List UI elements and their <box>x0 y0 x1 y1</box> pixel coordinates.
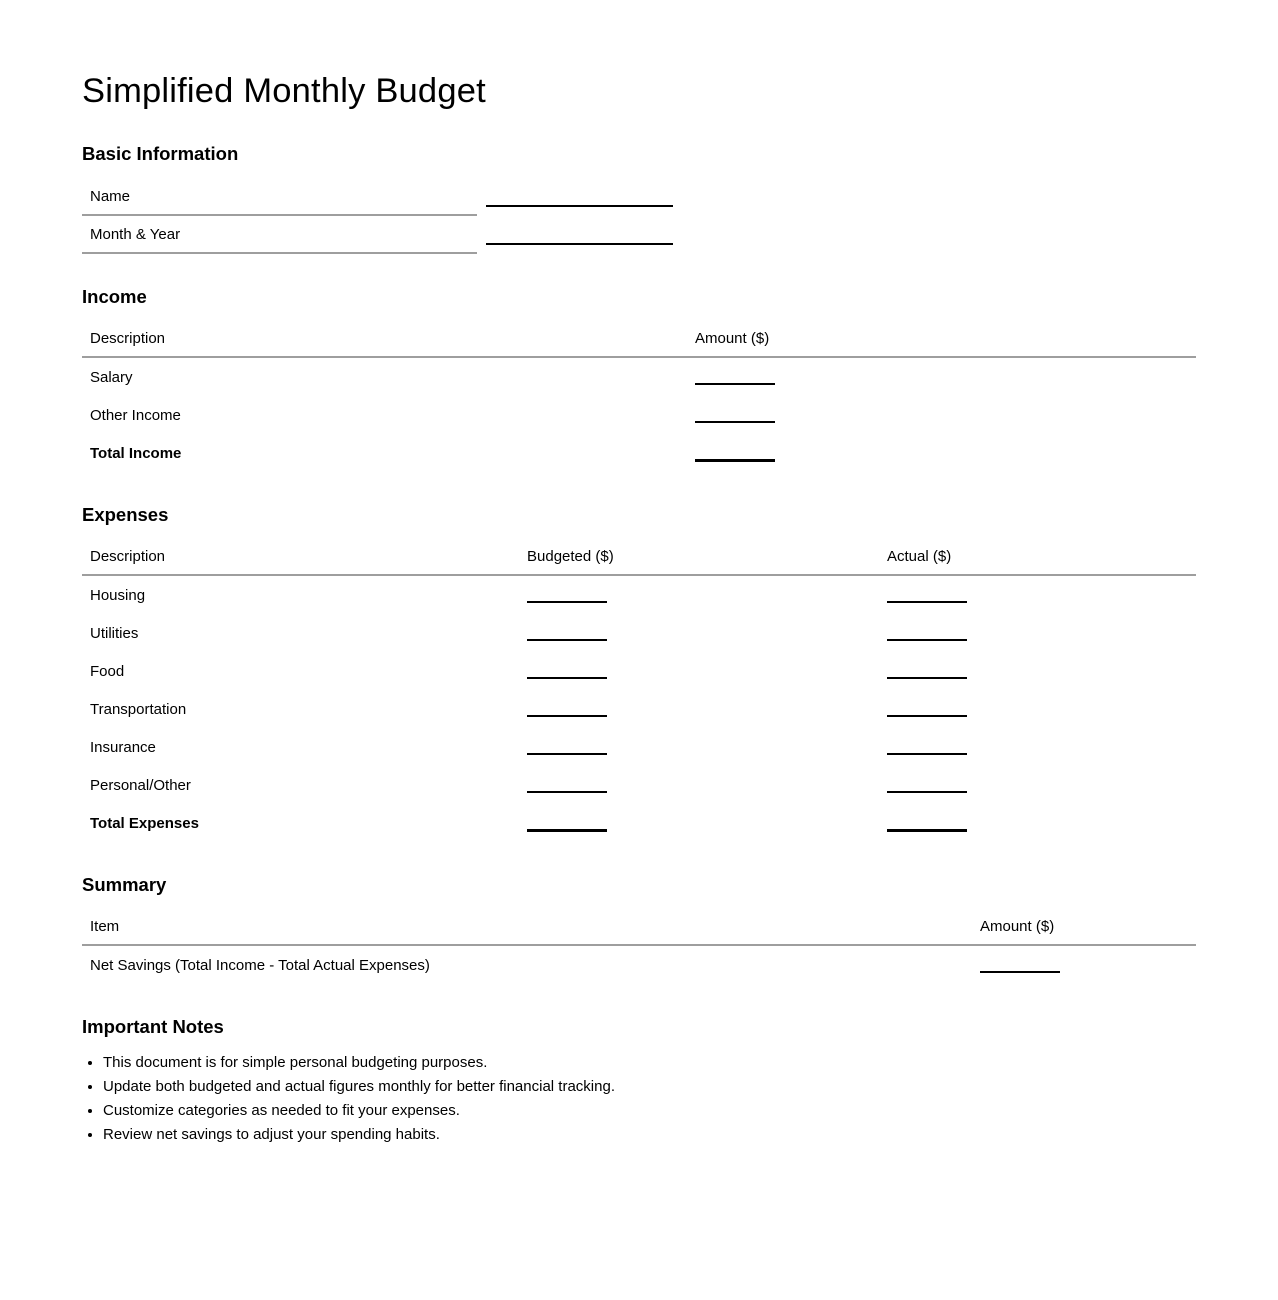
notes-list <box>82 1051 1196 1147</box>
income-amount-cell <box>687 441 1196 466</box>
actual-cell <box>879 773 1196 797</box>
expense-row-label-total-expenses: Total Expenses <box>90 814 199 832</box>
salary-amount-fill-line[interactable] <box>695 365 775 385</box>
section-heading-important-notes: Important Notes <box>82 1016 224 1037</box>
section-heading-income: Income <box>82 286 147 307</box>
section-heading-summary: Summary <box>82 874 167 895</box>
total-income-amount-fill-line[interactable] <box>695 441 775 462</box>
name-fill-line[interactable] <box>486 187 673 207</box>
income-header-row <box>82 321 1196 358</box>
summary-amount-cell <box>972 953 1196 977</box>
actual-cell <box>879 621 1196 645</box>
column-header-amount: Amount ($) <box>980 918 1055 935</box>
housing-budgeted-fill-line[interactable] <box>527 583 607 603</box>
expense-row-label-personal-other: Personal/Other <box>90 776 191 794</box>
table-row <box>82 614 1196 652</box>
field-label-month-year: Month & Year <box>82 216 477 254</box>
expense-row-label-housing: Housing <box>90 586 146 604</box>
table-row <box>82 396 1196 434</box>
summary-header-row <box>82 909 1196 946</box>
total-expenses-budgeted-fill-line[interactable] <box>527 811 607 832</box>
housing-actual-fill-line[interactable] <box>887 583 967 603</box>
table-row <box>82 358 1196 396</box>
budgeted-cell <box>519 811 879 836</box>
budgeted-cell <box>519 773 879 797</box>
table-row <box>82 178 1196 216</box>
column-header-amount: Amount ($) <box>695 330 770 347</box>
utilities-budgeted-fill-line[interactable] <box>527 621 607 641</box>
summary-row-label-net-savings: Net Savings (Total Income - Total Actual Expenses) <box>90 956 430 974</box>
budgeted-cell <box>519 697 879 721</box>
personal-other-budgeted-fill-line[interactable] <box>527 773 607 793</box>
field-value-cell <box>477 178 673 216</box>
other-income-amount-fill-line[interactable] <box>695 403 775 423</box>
expenses-header-row <box>82 539 1196 576</box>
actual-cell <box>879 697 1196 721</box>
budgeted-cell <box>519 659 879 683</box>
page-title: Simplified Monthly Budget <box>82 72 486 110</box>
table-row <box>82 690 1196 728</box>
budgeted-cell <box>519 621 879 645</box>
note-item: • Review net savings to adjust your spending habits. <box>103 1123 1196 1147</box>
food-actual-fill-line[interactable] <box>887 659 967 679</box>
table-row <box>82 576 1196 614</box>
budgeted-cell <box>519 735 879 759</box>
month-year-fill-line[interactable] <box>486 225 673 245</box>
actual-cell <box>879 811 1196 836</box>
table-row <box>82 766 1196 804</box>
income-row-label-other-income: Other Income <box>90 406 181 424</box>
income-amount-cell <box>687 365 1196 389</box>
column-header-actual: Actual ($) <box>887 548 952 565</box>
insurance-actual-fill-line[interactable] <box>887 735 967 755</box>
table-row <box>82 946 1196 984</box>
transportation-actual-fill-line[interactable] <box>887 697 967 717</box>
summary-table <box>82 909 1196 984</box>
basic-information-table <box>82 178 1196 254</box>
table-row <box>82 728 1196 766</box>
field-value-cell <box>477 216 673 254</box>
expense-row-label-food: Food <box>90 662 125 680</box>
table-row <box>82 216 1196 254</box>
net-savings-amount-fill-line[interactable] <box>980 953 1060 973</box>
table-row <box>82 434 1196 472</box>
food-budgeted-fill-line[interactable] <box>527 659 607 679</box>
note-item: • Update both budgeted and actual figures monthly for better financial tracking. <box>103 1075 1196 1099</box>
actual-cell <box>879 659 1196 683</box>
income-table <box>82 321 1196 472</box>
section-heading-expenses: Expenses <box>82 504 169 525</box>
total-expenses-actual-fill-line[interactable] <box>887 811 967 832</box>
section-heading-basic-information: Basic Information <box>82 143 239 164</box>
income-amount-cell <box>687 403 1196 427</box>
actual-cell <box>879 735 1196 759</box>
expense-row-label-utilities: Utilities <box>90 624 139 642</box>
actual-cell <box>879 583 1196 607</box>
column-header-description: Description <box>90 330 166 347</box>
field-label-name: Name <box>82 178 477 216</box>
table-row <box>82 652 1196 690</box>
note-item: • This document is for simple personal budgeting purposes. <box>103 1051 1196 1075</box>
income-row-label-salary: Salary <box>90 368 133 386</box>
column-header-budgeted: Budgeted ($) <box>527 548 614 565</box>
personal-other-actual-fill-line[interactable] <box>887 773 967 793</box>
column-header-item: Item <box>90 918 120 935</box>
column-header-description: Description <box>90 548 166 565</box>
expense-row-label-insurance: Insurance <box>90 738 156 756</box>
note-item: • Customize categories as needed to fit your expenses. <box>103 1099 1196 1123</box>
expense-row-label-transportation: Transportation <box>90 700 187 718</box>
table-row <box>82 804 1196 842</box>
insurance-budgeted-fill-line[interactable] <box>527 735 607 755</box>
expenses-table <box>82 539 1196 842</box>
transportation-budgeted-fill-line[interactable] <box>527 697 607 717</box>
budgeted-cell <box>519 583 879 607</box>
utilities-actual-fill-line[interactable] <box>887 621 967 641</box>
income-row-label-total-income: Total Income <box>90 444 182 462</box>
